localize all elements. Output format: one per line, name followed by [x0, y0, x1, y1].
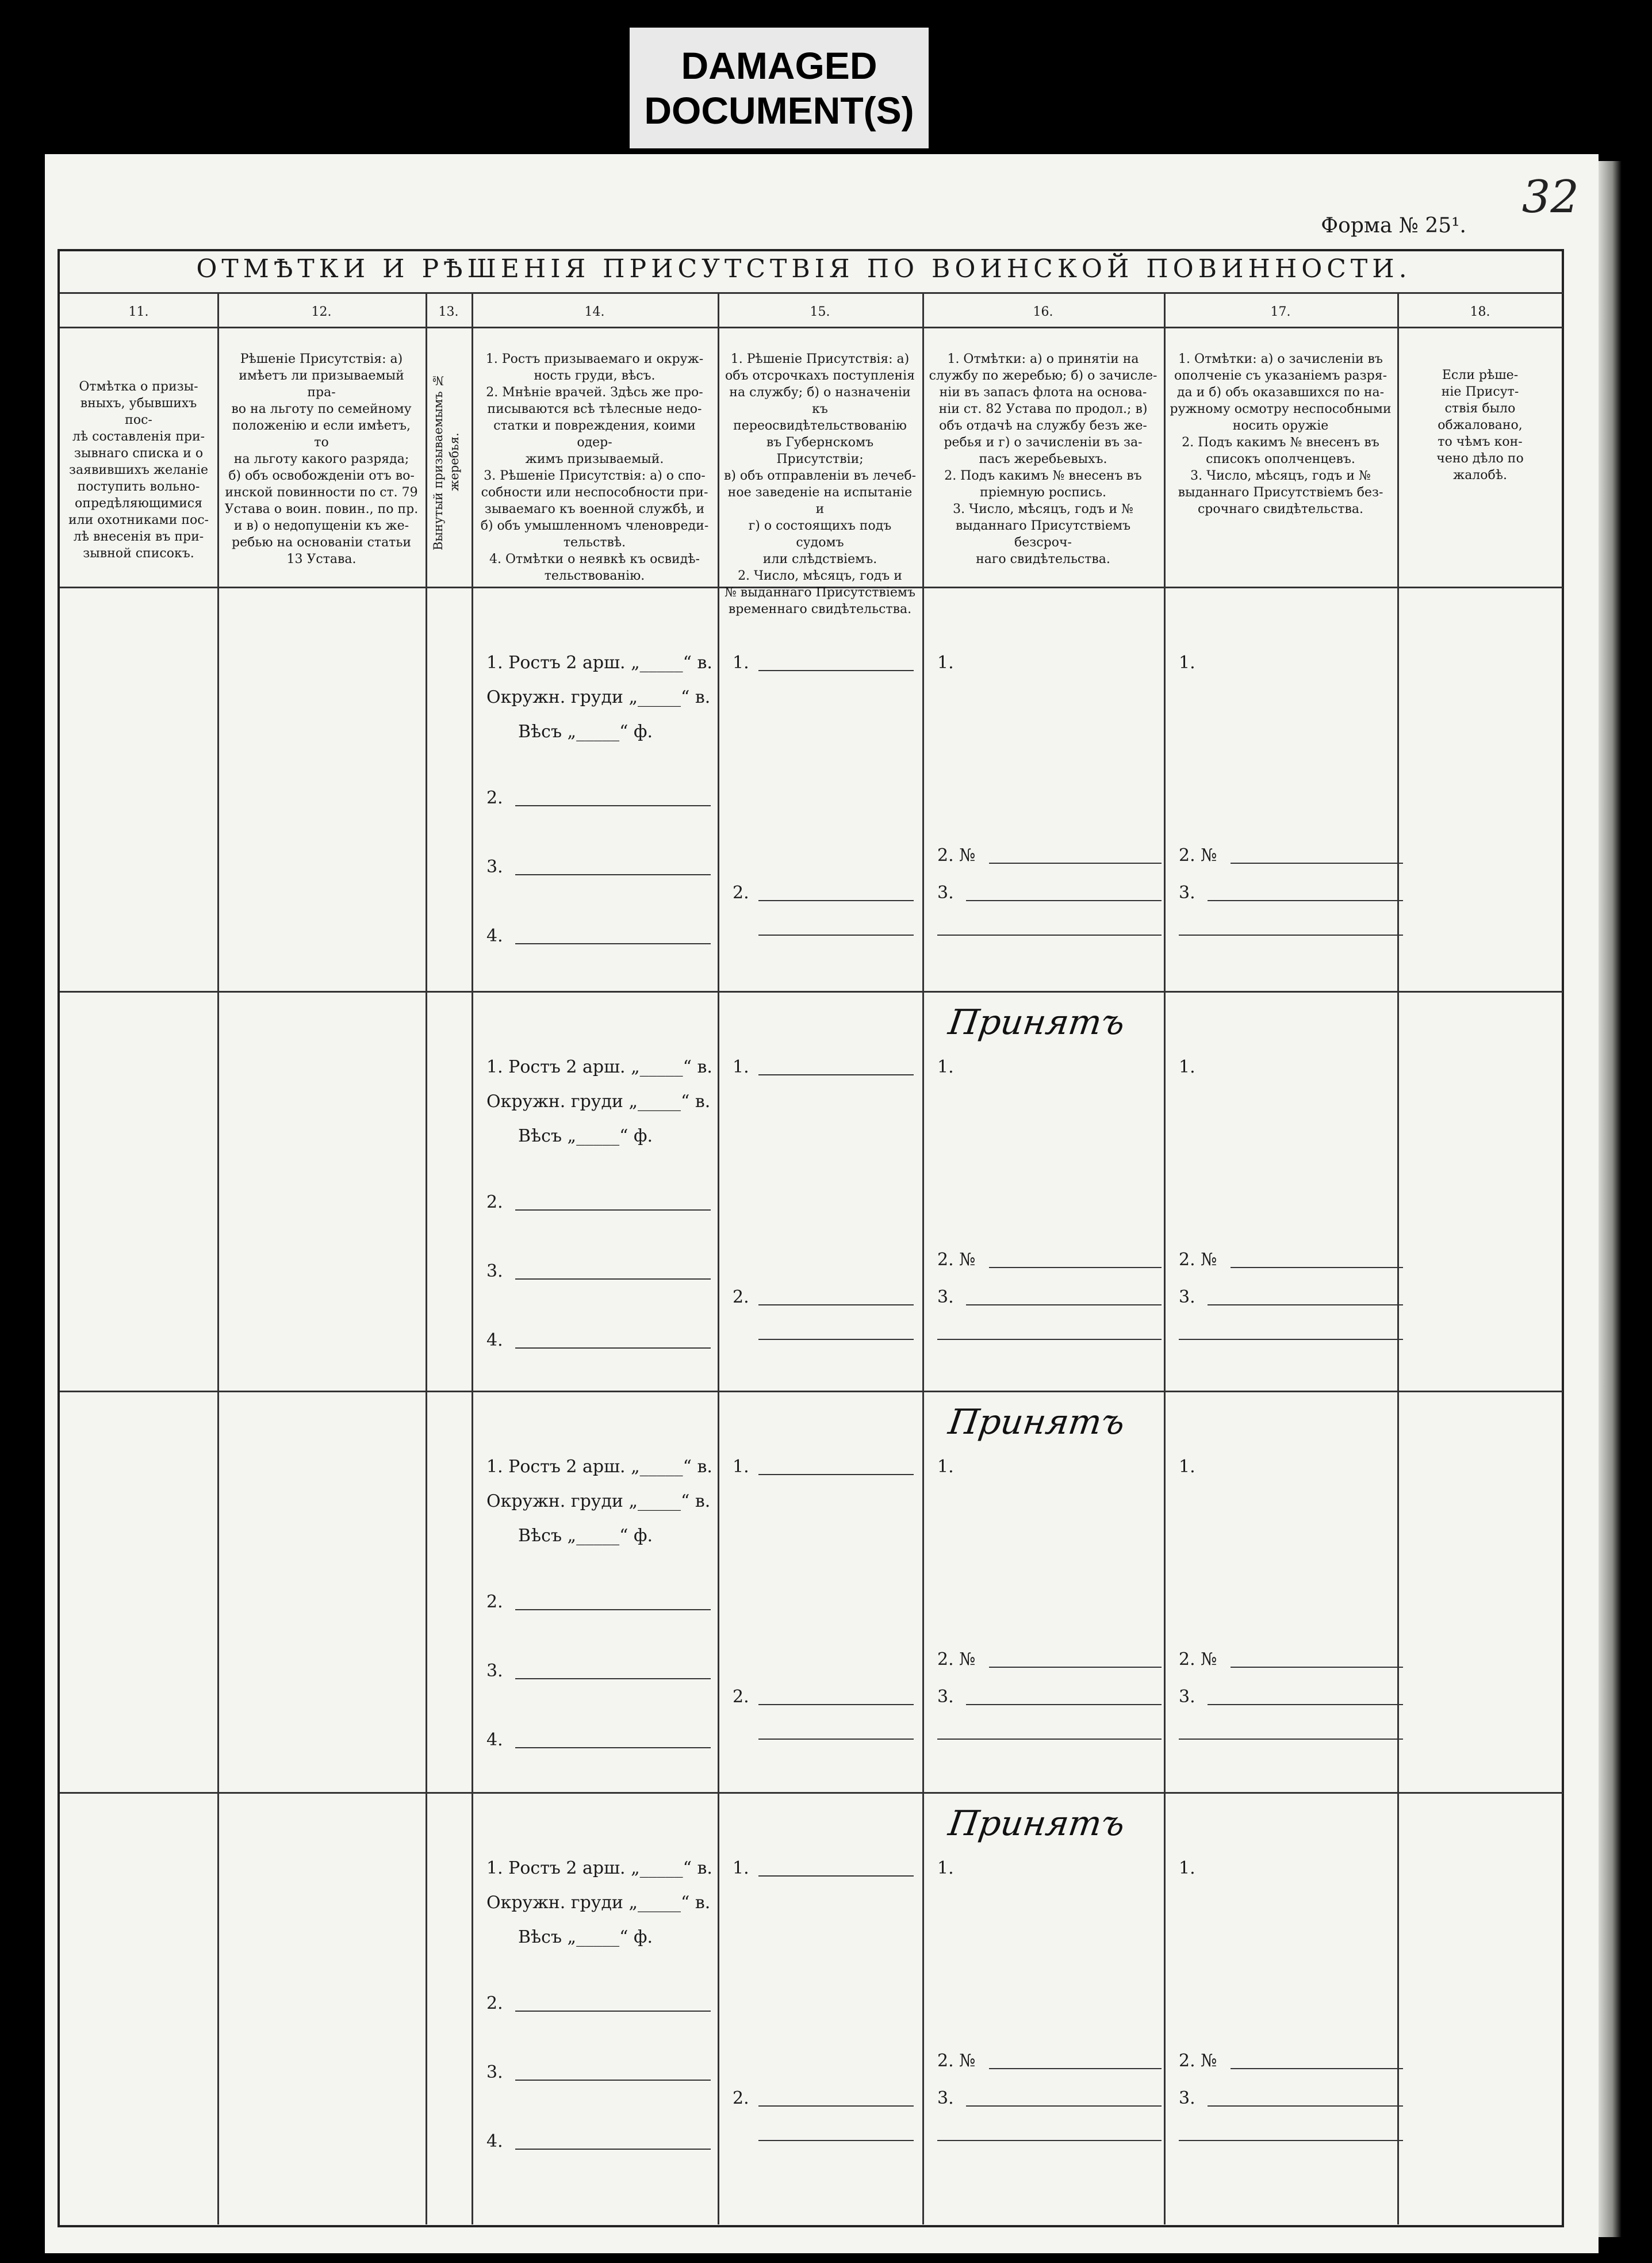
militia-number: 1. — [1179, 1858, 1195, 1878]
column-header-text: 1. Рѣшеніе Присутствія: а) объ отсрочкахъ поступленія на службу; б) о назначеніи къ переосвидѣтельствованію въ Губернскомъ Присутствіи; в) объ отправленіи въ лечеб- ное заведеніе на испытаніе и г) о состоящихъ подъ судомъ или слѣдствіемъ. 2. Число, мѣсяцъ, годъ и № выданнаго Присутствіемъ временнаго свидѣтельства. — [723, 352, 917, 617]
certificate-number: 2. — [733, 1687, 749, 1707]
militia-roster-field: 2. № — [1179, 845, 1217, 866]
militia-certificate-line — [1208, 2105, 1403, 2107]
termless-certificate-line-2 — [937, 2140, 1162, 2141]
doctor-opinion-number: 2. — [486, 1192, 503, 1212]
column-number: 18. — [1470, 305, 1490, 319]
roster-number-line — [989, 2068, 1162, 2069]
doctor-opinion-line — [515, 1609, 711, 1610]
decision-line — [515, 2080, 711, 2081]
weight-field: Вѣсъ „_____“ ф. — [518, 722, 653, 742]
certificate-line — [758, 1704, 914, 1705]
decision-number: 3. — [486, 2062, 503, 2082]
column-number: 17. — [1270, 305, 1291, 319]
deferment-line — [758, 670, 914, 671]
termless-certificate-line-2 — [937, 1339, 1162, 1340]
militia-certificate-number: 3. — [1179, 1287, 1195, 1307]
acceptance-number: 1. — [937, 653, 954, 673]
doctor-opinion-line — [515, 805, 711, 806]
deferment-number: 1. — [733, 1457, 749, 1477]
roster-number-field: 2. № — [937, 1250, 976, 1270]
deferment-line — [758, 1474, 914, 1475]
title-rule — [60, 292, 1563, 294]
height-field: 1. Ростъ 2 арш. „_____“ в. — [486, 1057, 712, 1077]
termless-certificate-line — [966, 1704, 1162, 1705]
column-header-text: Отмѣтка о призы- вныхъ, убывшихъ пос- лѣ составленія при- зывнаго списка и о заявившихъ желаніе поступить вольно- опредѣляющимися или охотниками пос- лѣ внесенія въ при- зывной списокъ. — [68, 380, 209, 561]
non-appearance-number: 4. — [486, 1730, 503, 1750]
column-number: 16. — [1033, 305, 1053, 319]
decision-number: 3. — [486, 1661, 503, 1681]
column-rule — [472, 292, 473, 2224]
deferment-number: 1. — [733, 1057, 749, 1077]
non-appearance-number: 4. — [486, 2131, 503, 2151]
roster-number-field: 2. № — [937, 845, 976, 866]
militia-certificate-number: 3. — [1179, 1687, 1195, 1707]
column-rule — [426, 292, 427, 2224]
deferment-number: 1. — [733, 1858, 749, 1878]
column-header-text: Если рѣше- ніе Присут- ствія было обжаловано, то чѣмъ кон- чено дѣло по жалобѣ. — [1436, 368, 1524, 483]
weight-field: Вѣсъ „_____“ ф. — [518, 1526, 653, 1546]
weight-field: Вѣсъ „_____“ ф. — [518, 1126, 653, 1146]
doctor-opinion-number: 2. — [486, 788, 503, 808]
non-appearance-line — [515, 1747, 711, 1748]
acceptance-signature: Принятъ — [946, 1002, 1128, 1043]
militia-number: 1. — [1179, 653, 1195, 673]
acceptance-number: 1. — [937, 1457, 954, 1477]
page-edge — [1599, 161, 1622, 2237]
column-rule — [1164, 292, 1166, 2224]
acceptance-signature: Принятъ — [946, 1803, 1128, 1844]
militia-roster-line — [1231, 2068, 1403, 2069]
militia-roster-line — [1231, 1267, 1403, 1268]
non-appearance-line — [515, 2149, 711, 2150]
page-number: 32 — [1521, 171, 1579, 223]
certificate-line-2 — [758, 1739, 914, 1740]
militia-certificate-line-2 — [1179, 1739, 1403, 1740]
certificate-line — [758, 2105, 914, 2107]
acceptance-number: 1. — [937, 1057, 954, 1077]
decision-number: 3. — [486, 1261, 503, 1281]
non-appearance-line — [515, 943, 711, 944]
termless-certificate-number: 3. — [937, 1687, 954, 1707]
militia-certificate-line-2 — [1179, 2140, 1403, 2141]
acceptance-number: 1. — [937, 1858, 954, 1878]
row-separator — [60, 1391, 1563, 1392]
column-rule — [922, 292, 924, 2224]
deferment-line — [758, 1875, 914, 1877]
column-rule — [718, 292, 719, 2224]
decision-line — [515, 1678, 711, 1679]
militia-certificate-line-2 — [1179, 1339, 1403, 1340]
termless-certificate-line-2 — [937, 1739, 1162, 1740]
termless-certificate-line — [966, 1304, 1162, 1305]
column-number: 14. — [584, 305, 605, 319]
chest-field: Окружн. груди „_____“ в. — [486, 1893, 711, 1913]
termless-certificate-line-2 — [937, 935, 1162, 936]
column-header-text: Вынутый призываемымъ № жеребья. — [431, 373, 461, 550]
doctor-opinion-line — [515, 2011, 711, 2012]
non-appearance-line — [515, 1347, 711, 1349]
weight-field: Вѣсъ „_____“ ф. — [518, 1927, 653, 1947]
stamp-line-1: DAMAGED — [681, 44, 877, 87]
row-separator — [60, 991, 1563, 993]
militia-roster-field: 2. № — [1179, 2051, 1217, 2071]
doctor-opinion-number: 2. — [486, 1592, 503, 1612]
certificate-line — [758, 900, 914, 901]
column-number: 12. — [311, 305, 332, 319]
militia-certificate-line — [1208, 1304, 1403, 1305]
militia-roster-field: 2. № — [1179, 1649, 1217, 1670]
militia-number: 1. — [1179, 1457, 1195, 1477]
termless-certificate-line — [966, 2105, 1162, 2107]
chest-field: Окружн. груди „_____“ в. — [486, 687, 711, 707]
form-number: Форма № 25¹. — [1321, 214, 1466, 238]
termless-certificate-number: 3. — [937, 2088, 954, 2108]
row-separator — [60, 1792, 1563, 1794]
certificate-line-2 — [758, 2140, 914, 2141]
stamp-line-2: DOCUMENT(S) — [644, 89, 914, 132]
column-number: 11. — [128, 305, 149, 319]
roster-number-field: 2. № — [937, 2051, 976, 2071]
column-header-text: Рѣшеніе Присутствія: а) имѣетъ ли призываемый пра- во на льготу по семейному положенію и если имѣетъ, то на льготу какого разряда; б) объ освобожденіи отъ во- инской повинности по ст. 79 Устава о воин. повин., по пр. и в) о недопущеніи къ же- ребью на основаніи статьи 13 Устава. — [224, 352, 419, 566]
column-header-text: 1. Отмѣтки: а) о принятіи на службу по жеребью; б) о зачисле- ніи въ запасъ флота на основа- ніи ст. 82 Устава по продол.; в) объ отдачѣ на службу безъ же- ребья и г) о зачисленіи въ за- пасъ жеребьевыхъ. 2. Подъ какимъ № внесенъ въ пріемную роспись. 3. Число, мѣсяцъ, годъ и № выданнаго Присутствіемъ безсроч- наго свидѣтельства. — [929, 352, 1157, 566]
decision-line — [515, 874, 711, 875]
militia-certificate-line-2 — [1179, 935, 1403, 936]
height-field: 1. Ростъ 2 арш. „_____“ в. — [486, 1858, 712, 1878]
termless-certificate-number: 3. — [937, 1287, 954, 1307]
decision-number: 3. — [486, 857, 503, 877]
doctor-opinion-number: 2. — [486, 1993, 503, 2013]
non-appearance-number: 4. — [486, 926, 503, 946]
document-page — [45, 154, 1599, 2253]
militia-certificate-number: 3. — [1179, 2088, 1195, 2108]
roster-number-field: 2. № — [937, 1649, 976, 1670]
militia-certificate-line — [1208, 900, 1403, 901]
certificate-number: 2. — [733, 2088, 749, 2108]
column-header-text: 1. Ростъ призываемаго и окруж- ность груди, вѣсъ. 2. Мнѣніе врачей. Здѣсь же про- писываются всѣ тѣлесные недо- статки и повреждения, коими одер- жимъ призываемый. 3. Рѣшеніе Присутствія: а) о спо- собности или неспособности при- зываемаго къ военной службѣ, и б) объ умышленномъ членовреди- тельствѣ. 4. Отмѣтки о неявкѣ къ освидѣ- тельствованію. — [480, 352, 709, 583]
column-number: 15. — [810, 305, 830, 319]
number-row-rule — [60, 327, 1563, 328]
militia-roster-line — [1231, 863, 1403, 864]
chest-field: Окружн. груди „_____“ в. — [486, 1491, 711, 1511]
militia-certificate-line — [1208, 1704, 1403, 1705]
certificate-line — [758, 1304, 914, 1305]
chest-field: Окружн. груди „_____“ в. — [486, 1092, 711, 1112]
height-field: 1. Ростъ 2 арш. „_____“ в. — [486, 653, 712, 673]
decision-line — [515, 1278, 711, 1280]
height-field: 1. Ростъ 2 арш. „_____“ в. — [486, 1457, 712, 1477]
form-title: ОТМѢТКИ И РѢШЕНІЯ ПРИСУТСТВІЯ ПО ВОИНСКОЙ ПОВИННОСТИ. — [196, 254, 1412, 284]
column-rule — [217, 292, 219, 2224]
non-appearance-number: 4. — [486, 1330, 503, 1350]
column-header-text: 1. Отмѣтки: а) о зачисленіи въ ополченіе съ указаніемъ разря- да и б) объ оказавшихся по на- ружному осмотру неспособными носить оружіе 2. Подъ какимъ № внесенъ въ списокъ ополченцевъ. 3. Число, мѣсяцъ, годъ и № выданнаго Присутствіемъ без- срочнаго свидѣтельства. — [1170, 352, 1392, 516]
acceptance-signature: Принятъ — [946, 1402, 1128, 1442]
damaged-document-stamp — [630, 28, 929, 148]
certificate-number: 2. — [733, 883, 749, 903]
roster-number-line — [989, 863, 1162, 864]
militia-certificate-number: 3. — [1179, 883, 1195, 903]
roster-number-line — [989, 1667, 1162, 1668]
roster-number-line — [989, 1267, 1162, 1268]
deferment-line — [758, 1074, 914, 1075]
certificate-line-2 — [758, 1339, 914, 1340]
termless-certificate-line — [966, 900, 1162, 901]
termless-certificate-number: 3. — [937, 883, 954, 903]
deferment-number: 1. — [733, 653, 749, 673]
militia-roster-line — [1231, 1667, 1403, 1668]
column-number: 13. — [438, 305, 459, 319]
certificate-number: 2. — [733, 1287, 749, 1307]
militia-roster-field: 2. № — [1179, 1250, 1217, 1270]
militia-number: 1. — [1179, 1057, 1195, 1077]
certificate-line-2 — [758, 935, 914, 936]
doctor-opinion-line — [515, 1209, 711, 1211]
column-rule — [1397, 292, 1399, 2224]
